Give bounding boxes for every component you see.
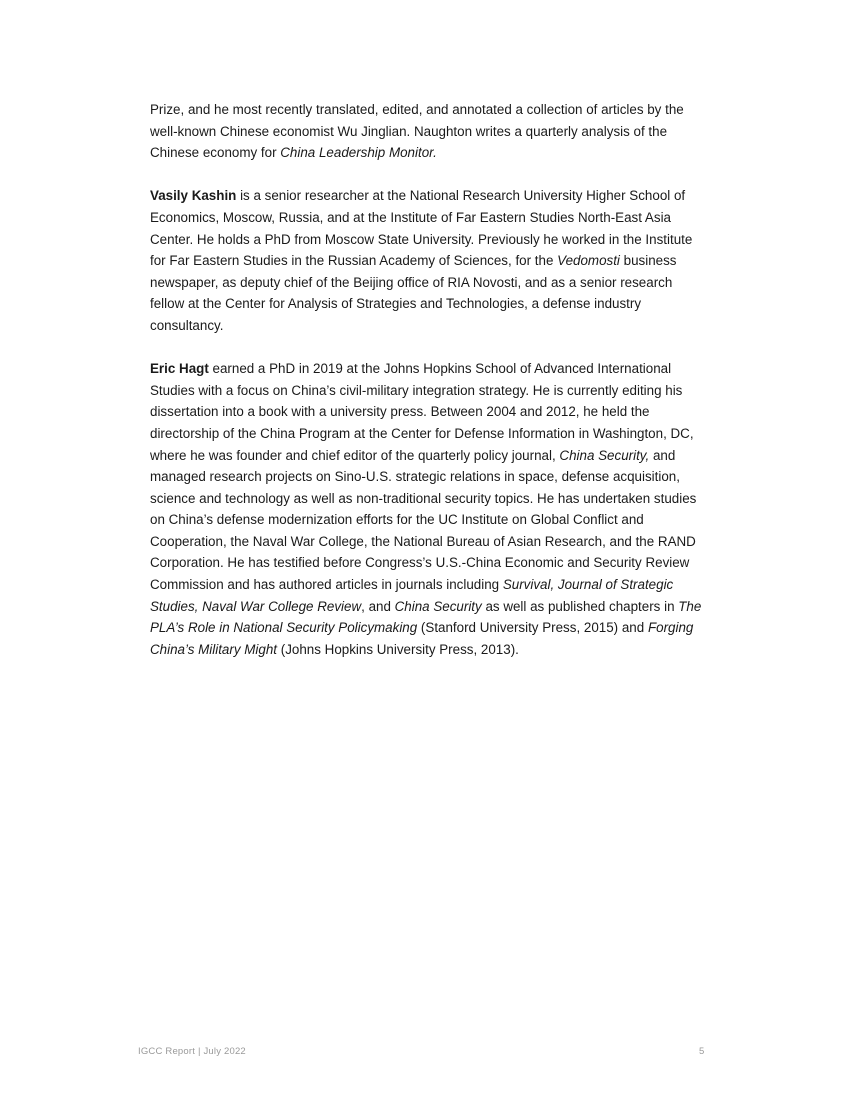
naughton-text-1: Prize, and he most recently translated, edited, and annotated a collection of articles by the well-known Chinese economist Wu Jinglian. Naughton writes a quarterly analysis of the Chinese economy for xyxy=(150,102,684,161)
paragraph-naughton-bio xyxy=(150,99,702,164)
hagt-text-6: (Johns Hopkins University Press, 2013). xyxy=(277,641,519,657)
paragraph-hagt-bio xyxy=(150,358,702,660)
hagt-text-2: and managed research projects on Sino-U.S. strategic relations in space, defense acquisition, science and technology as well as non-traditional security topics. He has undertaken studies on China’s defense modernization efforts for the UC Institute on Global Conflict and Cooperation, the Naval War College, the National Bureau of Asian Research, and the RAND Corporation. He has testified before Congress’s U.S.-China Economic and Security Review Commission and has authored articles in journals including xyxy=(150,447,697,593)
hagt-journal-list: Survival, Journal of Strategic Studies, Naval War College Review xyxy=(150,577,674,614)
kashin-name: Vasily Kashin xyxy=(150,188,237,204)
kashin-text-2: business newspaper, as deputy chief of the Beijing office of RIA Novosti, and as a senior research fellow at the Center for Analysis of Strategies and Technologies, a defense industry consultancy. xyxy=(150,253,677,333)
hagt-text-1: earned a PhD in 2019 at the Johns Hopkins School of Advanced International Studies with a focus on China’s civil-military integration strategy. He is currently editing his dissertation into a book with a university press. Between 2004 and 2012, he held the directorship of the China Program at the Center for Defense Information in Washington, DC, where he was founder and chief editor of the quarterly policy journal, xyxy=(150,361,694,463)
document-body xyxy=(150,99,702,682)
footer-page-number: 5 xyxy=(699,1046,705,1057)
hagt-book-title-2: Forging China’s Military Might xyxy=(150,620,694,657)
hagt-journal-title-2: China Security xyxy=(394,598,482,614)
footer-report-label: IGCC Report | July 2022 xyxy=(138,1046,246,1057)
hagt-text-3: , and xyxy=(361,598,395,614)
paragraph-kashin-bio xyxy=(150,185,702,336)
hagt-name: Eric Hagt xyxy=(150,361,209,377)
kashin-text-1: is a senior researcher at the National Research University Higher School of Economics, Moscow, Russia, and at the Institute of Far Eastern Studies North-East Asia Center. He holds a PhD from Moscow State University. Previously he worked in the Institute for Far Eastern Studies in the Russian Academy of Sciences, for the xyxy=(150,188,693,269)
naughton-journal-title: China Leadership Monitor. xyxy=(280,145,437,161)
hagt-text-5: (Stanford University Press, 2015) and xyxy=(417,620,648,636)
hagt-journal-title-1: China Security, xyxy=(559,447,650,463)
hagt-book-title-1: The PLA’s Role in National Security Policymaking xyxy=(150,598,702,636)
kashin-newspaper-title: Vedomosti xyxy=(557,253,620,269)
hagt-text-4: as well as published chapters in xyxy=(481,598,679,614)
